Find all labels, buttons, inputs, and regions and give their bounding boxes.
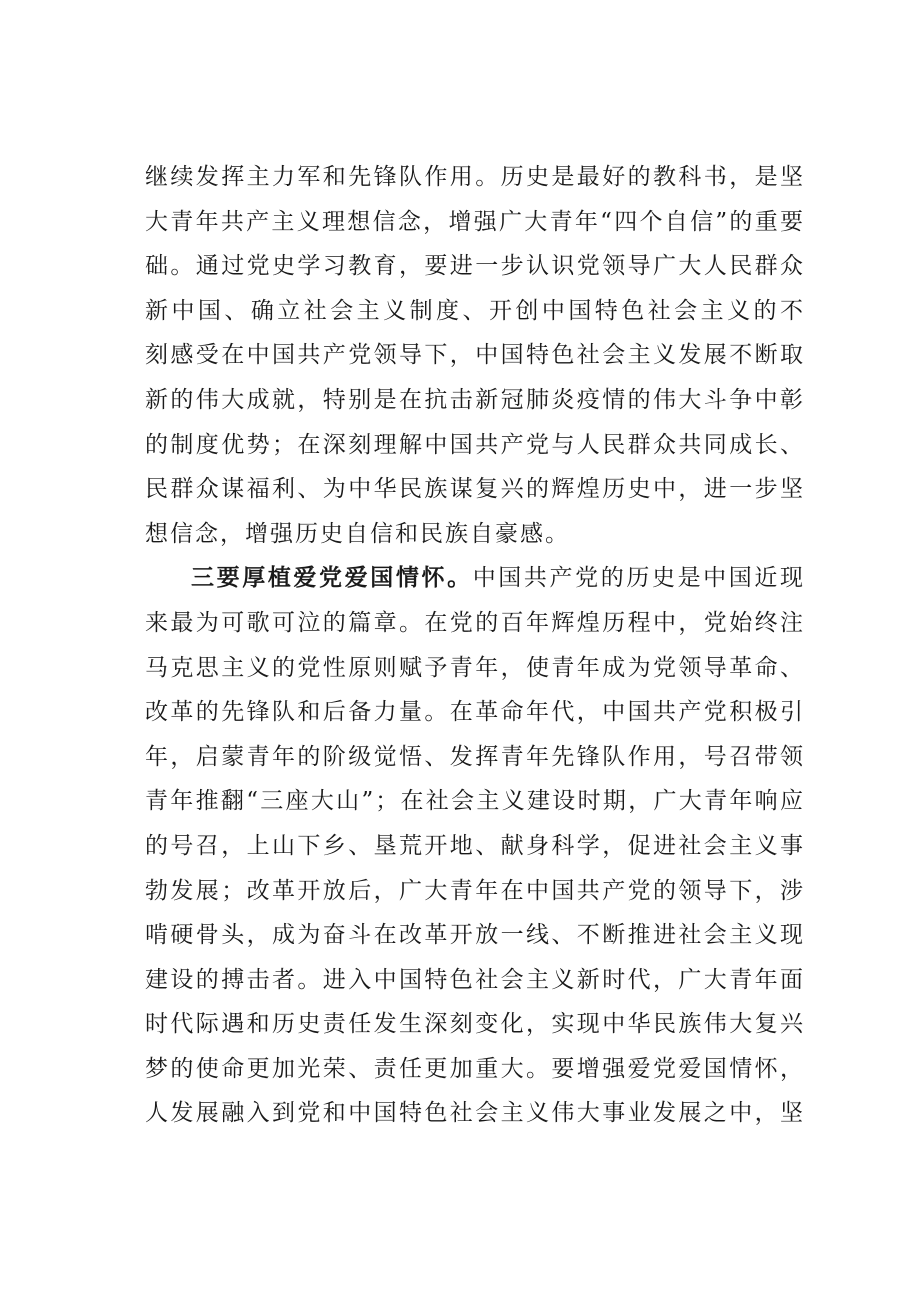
- paragraph-1-line: 的制度优势；在深刻理解中国共产党与人民群众共同成长、: [145, 431, 805, 458]
- section-heading: 三要厚植爱党爱国情怀。: [191, 564, 473, 592]
- paragraph-2-line: 勃发展；改革开放后，广大青年在中国共产党的领导下，涉: [145, 877, 805, 904]
- paragraph-2-line: 时代际遇和历史责任发生深刻变化，实现中华民族伟大复兴: [145, 1011, 805, 1038]
- paragraph-1-line: 础。通过党史学习教育，要进一步认识党领导广大人民群众: [145, 253, 805, 280]
- paragraph-2-line: 改革的先锋队和后备力量。在革命年代，中国共产党积极引: [145, 699, 805, 726]
- body-text: [145, 155, 805, 1136]
- paragraph-1-line: 民群众谋福利、为中华民族谋复兴的辉煌历史中，进一步坚: [145, 476, 805, 503]
- paragraph-2-line: 青年推翻“三座大山”；在社会主义建设时期，广大青年响应: [145, 788, 805, 815]
- paragraph-2-line: 梦的使命更加光荣、责任更加重大。要增强爱党爱国情怀，: [145, 1055, 805, 1082]
- paragraph-2-first-line-text: 中国共产党的历史是中国近现: [472, 565, 805, 592]
- paragraph-1-line: 刻感受在中国共产党领导下，中国特色社会主义发展不断取: [145, 342, 805, 369]
- paragraph-2-line: 人发展融入到党和中国特色社会主义伟大事业发展之中，坚: [145, 1100, 805, 1127]
- paragraph-2-line: 来最为可歌可泣的篇章。在党的百年辉煌历程中，党始终注: [145, 609, 805, 636]
- paragraph-2-line: 啃硬骨头，成为奋斗在改革开放一线、不断推进社会主义现: [145, 922, 805, 949]
- paragraph-1-line: 新的伟大成就，特别是在抗击新冠肺炎疫情的伟大斗争中彰: [145, 386, 805, 413]
- paragraph-1-line: 新中国、确立社会主义制度、开创中国特色社会主义的不: [145, 297, 805, 324]
- paragraph-2-line: 年，启蒙青年的阶级觉悟、发挥青年先锋队作用，号召带领: [145, 743, 805, 770]
- paragraph-2-line: 建设的搏击者。进入中国特色社会主义新时代，广大青年面: [145, 966, 805, 993]
- paragraph-1-line: 继续发挥主力军和先锋队作用。历史是最好的教科书，是坚: [145, 164, 805, 190]
- paragraph-1-line: 大青年共产主义理想信念，增强广大青年“四个自信”的重要: [145, 208, 805, 235]
- paragraph-2-first-line: [145, 556, 805, 601]
- paragraph-2-line: 的号召，上山下乡、垦荒开地、献身科学，促进社会主义事: [145, 832, 805, 859]
- paragraph-2-line: 马克思主义的党性原则赋予青年，使青年成为党领导革命、: [145, 654, 805, 681]
- paragraph-1-last-line: 想信念，增强历史自信和民族自豪感。: [145, 520, 570, 547]
